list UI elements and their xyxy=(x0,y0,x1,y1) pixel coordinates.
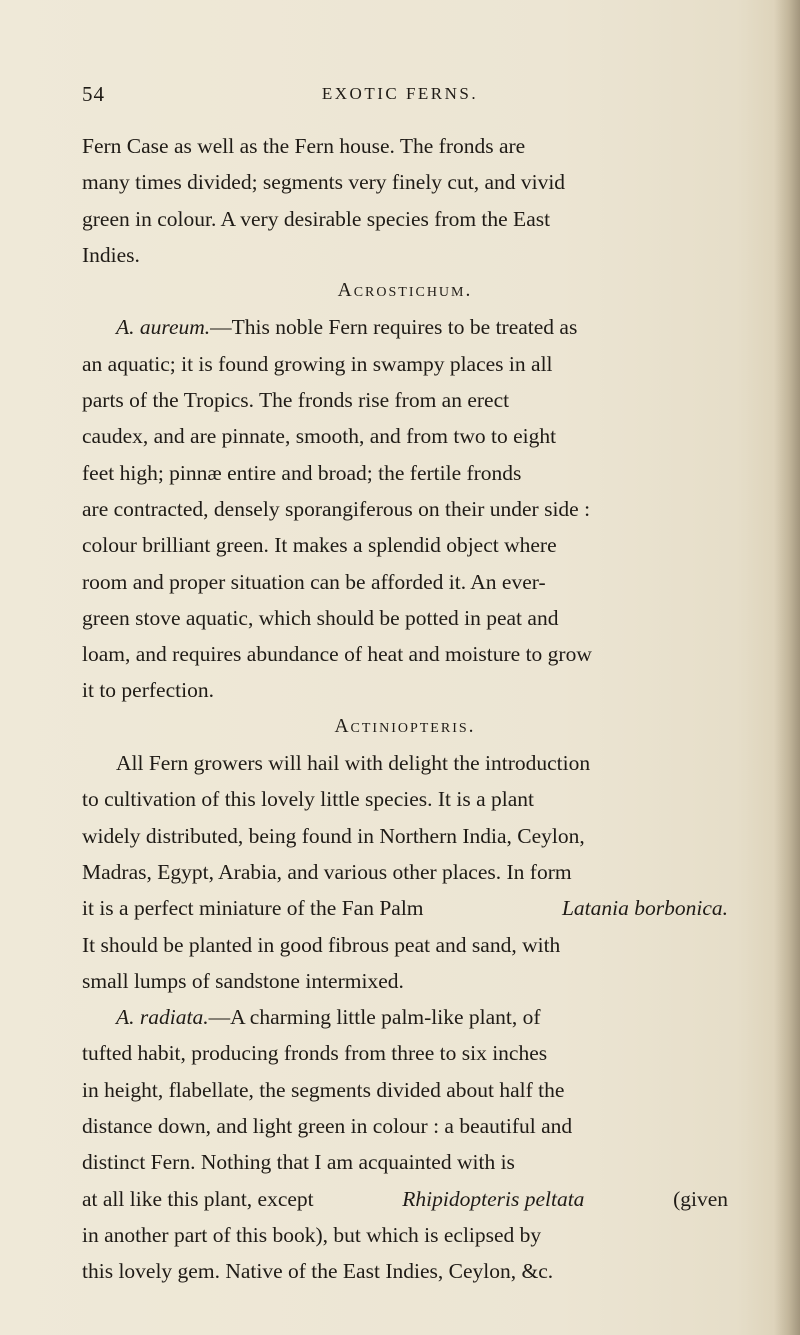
text-line: at all like this plant, except Rhipidopteris peltata (given xyxy=(82,1181,728,1217)
text-line: room and proper situation can be afforded it. An ever- xyxy=(82,569,546,594)
text-line: to cultivation of this lovely little species. It is a plant xyxy=(82,787,535,812)
text-line: green in colour. A very desirable species from the East xyxy=(82,206,551,231)
text-line: it is a perfect miniature of the Fan Palm Latania borbonica. xyxy=(82,890,728,926)
text-line: this lovely gem. Native of the East Indies, Ceylon, &c. xyxy=(82,1259,554,1284)
text-line: distance down, and light green in colour : a beautiful and xyxy=(82,1114,573,1139)
text-line: Fern Case as well as the Fern house. The fronds are xyxy=(82,134,526,158)
page-edge-shadow xyxy=(774,0,800,1335)
species-name: A. radiata. xyxy=(116,1005,209,1030)
text-line: loam, and requires abundance of heat and moisture to grow xyxy=(82,642,592,667)
text-line: distinct Fern. Nothing that I am acquainted with is xyxy=(82,1150,515,1175)
species-name: Rhipidopteris peltata xyxy=(402,1186,585,1211)
text-line: in height, flabellate, the segments divided about half the xyxy=(82,1077,565,1102)
running-head: EXOTIC FERNS. xyxy=(321,84,479,103)
text-line: feet high; pinnæ entire and broad; the fertile fronds xyxy=(82,460,522,485)
text-line: in another part of this book), but which is eclipsed by xyxy=(82,1222,542,1247)
text-line: widely distributed, being found in Northern India, Ceylon, xyxy=(82,823,585,848)
species-name: Latania borbonica. xyxy=(561,896,728,921)
text-line: parts of the Tropics. The fronds rise from an erect xyxy=(82,388,510,413)
text-line: tufted habit, producing fronds from three to six inches xyxy=(82,1041,548,1066)
text-line: caudex, and are pinnate, smooth, and from two to eight xyxy=(82,424,557,449)
text-line: an aquatic; it is found growing in swampy places in all xyxy=(82,351,553,376)
page-number: 54 xyxy=(82,82,105,106)
text-line: Madras, Egypt, Arabia, and various other places. In form xyxy=(82,859,572,884)
text-line: colour brilliant green. It makes a splendid object where xyxy=(82,533,557,558)
species-name: A. aureum. xyxy=(116,315,211,340)
page-header xyxy=(82,82,718,106)
text-line: It should be planted in good fibrous peat and sand, with xyxy=(82,932,561,957)
section-heading-acrostichum: Acrostichum. xyxy=(337,280,473,302)
text-line: A. aureum.—This noble Fern requires to be treated as xyxy=(116,315,578,340)
text-line: A. radiata.—A charming little palm-like plant, of xyxy=(116,1005,541,1030)
text-line: Indies. xyxy=(82,242,140,267)
text-line: it to perfection. xyxy=(82,678,214,703)
text-line: small lumps of sandstone intermixed. xyxy=(82,968,404,993)
text-line: are contracted, densely sporangiferous on their under side : xyxy=(82,496,591,521)
text-line: All Fern growers will hail with delight the introduction xyxy=(116,751,591,776)
body-text xyxy=(82,128,728,1290)
text-line: many times divided; segments very finely cut, and vivid xyxy=(82,170,566,195)
text-line: green stove aquatic, which should be potted in peat and xyxy=(82,605,559,630)
section-heading-actiniopteris: Actiniopteris. xyxy=(334,715,476,737)
